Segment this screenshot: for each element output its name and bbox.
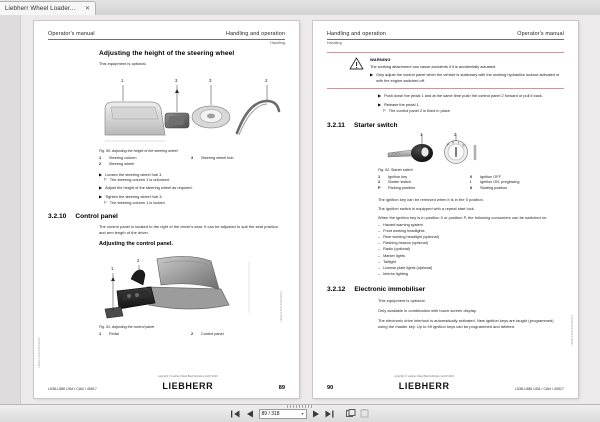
section-title: Control panel [75,213,118,221]
control-panel-illustration [99,251,281,324]
list-item-label: License plate lights (optional) [383,265,433,270]
page-side-code: LWE/LFR/11526039/01 [571,315,574,346]
svg-text:P: P [447,142,450,147]
step-text: Adjust the height of the steering wheel as required. [105,185,193,191]
svg-text:2: 2 [454,131,457,137]
previous-page-icon[interactable] [245,408,255,419]
viewer-left-rail [0,15,21,404]
result-arrow-icon: ▷ [104,177,107,182]
step-text: Release the pedal 1. [384,101,420,107]
section-number: 3.2.12 [327,286,346,294]
figure-control-panel [99,251,285,324]
svg-text:I: I [458,140,459,145]
footer-brand-block [333,364,515,392]
dash-icon: – [378,259,381,264]
browser-tab-bar [0,0,600,16]
section-heading [48,213,285,220]
list-item-label: Interior lighting [383,271,409,276]
legend-key: 1 [99,155,102,160]
procedure-steps [378,93,564,113]
legend-key: I [470,180,472,185]
warning-bullet-text: Only adjust the control panel when the vehicle is stationary with the working hydraulics lockout activated or with the engine switched off. [376,72,560,84]
figure-caption: Fig. 91: Adjusting the control panel [99,324,155,329]
legend-item [99,162,191,168]
paragraph: The ignition key can be removed when it is in the 0 position. [378,197,484,203]
page-number-value: 89 / 318 [261,410,280,417]
page-header-right-text: Operator's manual [517,31,564,37]
page-subheader: Handling [327,41,342,45]
step-arrow-icon: ▶ [370,72,374,78]
step-result [383,108,564,113]
step-arrow-icon: ▶ [99,185,103,191]
legend-item [378,186,470,192]
list-item-label: Hazard warning system [383,222,423,227]
section-number: 3.2.10 [48,213,67,221]
step-arrow-icon: ▶ [378,92,382,98]
list-item-label: Radio (optional) [383,247,410,252]
footer-brand-block [97,364,279,392]
figure-legend [99,332,285,338]
pdf-viewer-canvas [0,15,600,404]
list-item [378,271,564,277]
document-page-right[interactable] [313,21,578,398]
step-result [104,177,285,182]
dash-icon: – [378,253,381,258]
svg-text:1: 1 [121,77,124,83]
dash-icon: – [378,222,381,227]
footer-code: L538-L586 USA / CAN / 40517 [515,387,564,391]
list-item-label: Flashing beacon (optional) [383,241,428,246]
intro-text: This equipment is optional. [99,61,147,66]
svg-text:2: 2 [265,77,268,83]
footer-copyright: copyright © Liebherr-Werk Bischofshofen GmbH 2016 [394,374,454,378]
legend-label: Ignition key [388,174,408,179]
legend-item [191,156,234,162]
dash-icon: – [378,228,381,233]
step-text: Push down the pedal 1 and at the same time push the control panel 2 forward or pull it back. [384,92,543,98]
paragraph: When the ignition key is in position 0 or position P, the following consumers can be switched on: [378,214,548,220]
page-header-left [48,31,285,40]
dash-icon: – [378,265,381,270]
document-page-left[interactable] [34,21,299,398]
page-gap [299,15,313,404]
legend-key: P [378,186,381,191]
step-item [99,185,285,191]
step-arrow-icon: ▶ [378,101,382,107]
svg-text:0: 0 [452,140,454,145]
section-body: The control panel is located to the right of the driver's seat. It can be adjusted to suit the seat position and arm length of the driver. [99,224,278,236]
step-text: Loosen the steering wheel hub 3. [105,171,163,177]
subsection-title: Adjusting the control panel. [99,240,173,247]
copy-icon[interactable] [346,408,356,419]
consumer-list [378,222,564,277]
step-item [378,93,564,99]
step-text: Tighten the steering wheel hub 3. [105,194,163,200]
dash-icon: – [378,247,381,252]
legend-key: II [470,186,473,191]
svg-text:1: 1 [420,131,423,137]
svg-text:3: 3 [209,77,212,83]
legend-item [470,186,519,192]
result-arrow-icon: ▷ [383,107,386,112]
page-footer [327,364,564,392]
page-footer [48,364,285,392]
legend-label: Starting position [480,186,508,191]
legend-label: Steering column [109,155,137,160]
list-item-label: Front working headlights [383,228,425,233]
page-header-left-text: Operator's manual [48,31,95,37]
next-page-icon[interactable] [311,408,321,419]
close-icon[interactable]: ✕ [84,5,91,12]
step-result [104,200,285,205]
legend-label: Control panel [201,331,224,336]
result-text: The steering column 1 is locked. [109,200,166,206]
step-arrow-icon: ▶ [99,171,103,177]
page-number: 90 [327,385,334,391]
page-side-code: LWE/LFR/11526039/01 [38,337,41,368]
steering-wheel-illustration [99,71,281,149]
paragraph: Only available in combination with touch screen display. [378,307,477,313]
result-arrow-icon: ▷ [104,200,107,205]
starter-switch-illustration [378,132,560,168]
browser-tab[interactable] [0,1,96,15]
legend-label: Pedal [109,331,119,336]
page-header-left-text: Handling and operation [327,31,387,37]
figure-caption: Fig. 90: Adjusting the height of the steering wheel [99,148,178,153]
legend-label: Starter switch [388,180,411,185]
legend-label: Steering wheel [109,161,135,166]
legend-key: 0 [470,174,473,179]
svg-text:2: 2 [137,257,140,263]
step-arrow-icon: ▶ [99,194,103,200]
legend-label: Parking position [388,186,416,191]
figure-side-code: LWE/LFR/11526039/01 [280,291,283,322]
figure-starter-switch [378,132,564,168]
paragraph: The electronic drive interlock is automatically activated. New ignition keys are taught (programmed) using the master key. Up to 49 ignition keys can be programmed and deleted. [378,317,554,329]
dash-icon: – [378,241,381,246]
browser-tab-title: Liebherr Wheel Loader... [5,5,76,12]
figure-legend [99,156,285,168]
page-header-right-text: Handling and operation [225,31,285,37]
brand-logo: LIEBHERR [162,381,214,391]
section-title: Electronic immobiliser [354,286,426,294]
warning-bullet [370,72,564,84]
result-text: The steering column 1 is unlocked. [109,177,170,183]
pdf-navigation-toolbar [0,404,600,422]
svg-text:3: 3 [175,77,178,83]
last-page-icon[interactable] [325,408,335,419]
first-page-icon[interactable] [231,408,241,419]
section-title: Starter switch [353,121,398,129]
svg-text:II: II [462,143,465,148]
figure-caption: Fig. 92: Starter switch [378,167,413,172]
list-item-label: Rear working headlight (optional) [383,235,439,240]
warning-triangle-icon [349,57,364,70]
svg-text:1: 1 [111,265,114,271]
legend-key: 2 [378,180,381,185]
list-item-label: Taillight [383,259,396,264]
brand-logo: LIEBHERR [398,381,450,391]
warning-title: WARNING [370,57,391,62]
procedure-steps [99,172,285,206]
section-heading [327,286,564,293]
list-item-label: Marker lights [383,253,405,258]
dash-icon: – [378,271,381,276]
page-title: Adjusting the height of the steering wheel [99,50,235,57]
footer-code: L538-L586 USA / CAN / 40517 [48,387,97,391]
toolbar-grip[interactable] [287,405,313,408]
legend-key: 2 [99,161,102,166]
legend-label: Steering wheel hub [201,155,234,160]
page-header-right [327,31,564,40]
page-number: 89 [278,385,285,391]
page-subheader: Handling [270,41,285,45]
footer-copyright: copyright © Liebherr-Werk Bischofshofen GmbH 2016 [158,374,218,378]
chevron-down-icon[interactable]: ▾ [301,411,304,416]
warning-box [327,52,564,89]
legend-label: Ignition ON, preglowing [480,180,520,185]
dash-icon: – [378,235,381,240]
paste-icon[interactable] [360,408,370,419]
result-text: The control panel 2 is fixed in place. [388,107,451,113]
figure-legend [378,175,564,193]
legend-label: Ignition OFF [480,174,501,179]
paragraph: The ignition switch is equipped with a repeat start lock. [378,206,475,212]
figure-steering-wheel [99,71,285,149]
legend-key: 1 [99,331,102,336]
legend-key: 3 [191,155,194,160]
legend-key: 2 [191,331,194,336]
page-number-input[interactable] [259,409,307,419]
section-heading [327,122,564,129]
section-number: 3.2.11 [327,121,345,129]
warning-text: The working attachment can cause accidents if it is accidentally actuated. [370,63,497,69]
legend-item [99,332,191,338]
legend-item [191,332,224,338]
paragraph: This equipment is optional. [378,298,426,304]
legend-key: 1 [378,174,381,179]
